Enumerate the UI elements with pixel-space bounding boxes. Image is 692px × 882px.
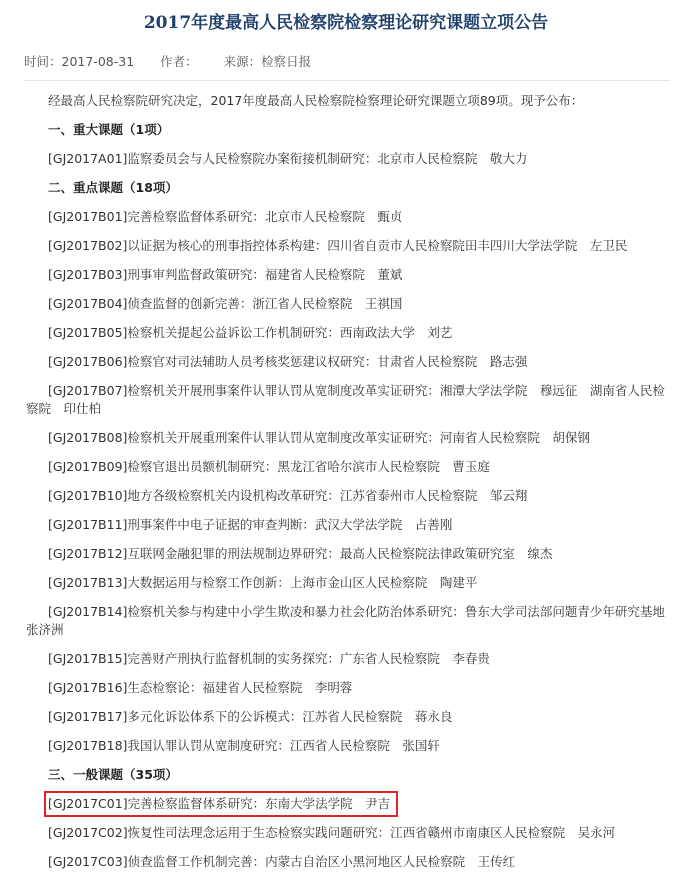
intro-paragraph: 经最高人民检察院研究决定，2017年度最高人民检察院检察理论研究课题立项89项。现予公布： [48,93,584,108]
list-item: [GJ2017B09]检察官退出员额机制研究：黑龙江省哈尔滨市人民检察院 曹玉庭 [48,459,490,474]
publish-time: 时间：2017-08-31 [24,54,135,69]
meta-divider [24,80,670,81]
list-item: [GJ2017B10]地方各级检察机关内设机构改革研究：江苏省泰州市人民检察院 邹云翔 [48,488,528,503]
highlighted-list-item: [GJ2017C01]完善检察监督体系研究：东南大学法学院 尹吉 [48,795,394,813]
list-item: [GJ2017B12]互联网金融犯罪的刑法规制边界研究：最高人民检察院法律政策研究室 缐杰 [48,546,553,561]
list-item: [GJ2017B17]多元化诉讼体系下的公诉模式：江苏省人民检察院 蒋永良 [48,709,453,724]
list-item: [GJ2017B05]检察机关提起公益诉讼工作机制研究：西南政法大学 刘艺 [48,325,453,340]
list-item: [GJ2017B02]以证据为核心的刑事指控体系构建：四川省自贡市人民检察院田丰四川大学法学院 左卫民 [48,238,628,253]
list-item: [GJ2017B03]刑事审判监督政策研究：福建省人民检察院 董斌 [48,267,403,282]
list-item: [GJ2017B15]完善财产刑执行监督机制的实务探究：广东省人民检察院 李春贵 [48,651,490,666]
list-item: [GJ2017B01]完善检察监督体系研究：北京市人民检察院 甄贞 [48,209,403,224]
list-item: [GJ2017C03]侦查监督工作机制完善：内蒙古自治区小黑河地区人民检察院 王传红 [48,854,516,869]
section-heading-major: 一、重大课题（1项） [48,122,170,137]
article-body [26,92,678,882]
list-item: [GJ2017B14]检察机关参与构建中小学生欺凌和暴力社会化防治体系研究：鲁东大学司法部问题青少年研究基地 张济洲 [26,604,678,637]
author-label: 作者： [160,54,198,69]
list-item: [GJ2017B07]检察机关开展刑事案件认罪认罚从宽制度改革实证研究：湘潭大学法学院 穆远征 湖南省人民检察院 印仕柏 [26,383,665,416]
highlighted-item-row [26,795,666,813]
section-heading-key: 二、重点课题（18项） [48,180,178,195]
list-item: [GJ2017B08]检察机关开展重刑案件认罪认罚从宽制度改革实证研究：河南省人民检察院 胡保钢 [48,430,590,445]
list-item: [GJ2017B16]生态检察论：福建省人民检察院 李明蓉 [48,680,353,695]
list-item: [GJ2017B06]检察官对司法辅助人员考核奖惩建议权研究：甘肃省人民检察院 路志强 [48,354,528,369]
list-item: [GJ2017B04]侦查监督的创新完善：浙江省人民检察院 王祺国 [48,296,403,311]
list-item: [GJ2017B18]我国认罪认罚从宽制度研究：江西省人民检察院 张国轩 [48,738,440,753]
section-heading-general: 三、一般课题（35项） [48,767,178,782]
source-label: 来源：检察日报 [223,54,312,69]
article-meta [24,52,670,70]
list-item: [GJ2017B11]刑事案件中电子证据的审查判断：武汉大学法学院 占善刚 [48,517,453,532]
list-item: [GJ2017C02]恢复性司法理念运用于生态检察实践问题研究：江西省赣州市南康区人民检察院 吴永河 [48,825,616,840]
article-title: 2017年度最高人民检察院检察理论研究课题立项公告 [143,13,549,33]
list-item: [GJ2017A01]监察委员会与人民检察院办案衔接机制研究：北京市人民检察院 敬大力 [48,151,528,166]
list-item: [GJ2017B13]大数据运用与检察工作创新：上海市金山区人民检察院 陶建平 [48,575,478,590]
